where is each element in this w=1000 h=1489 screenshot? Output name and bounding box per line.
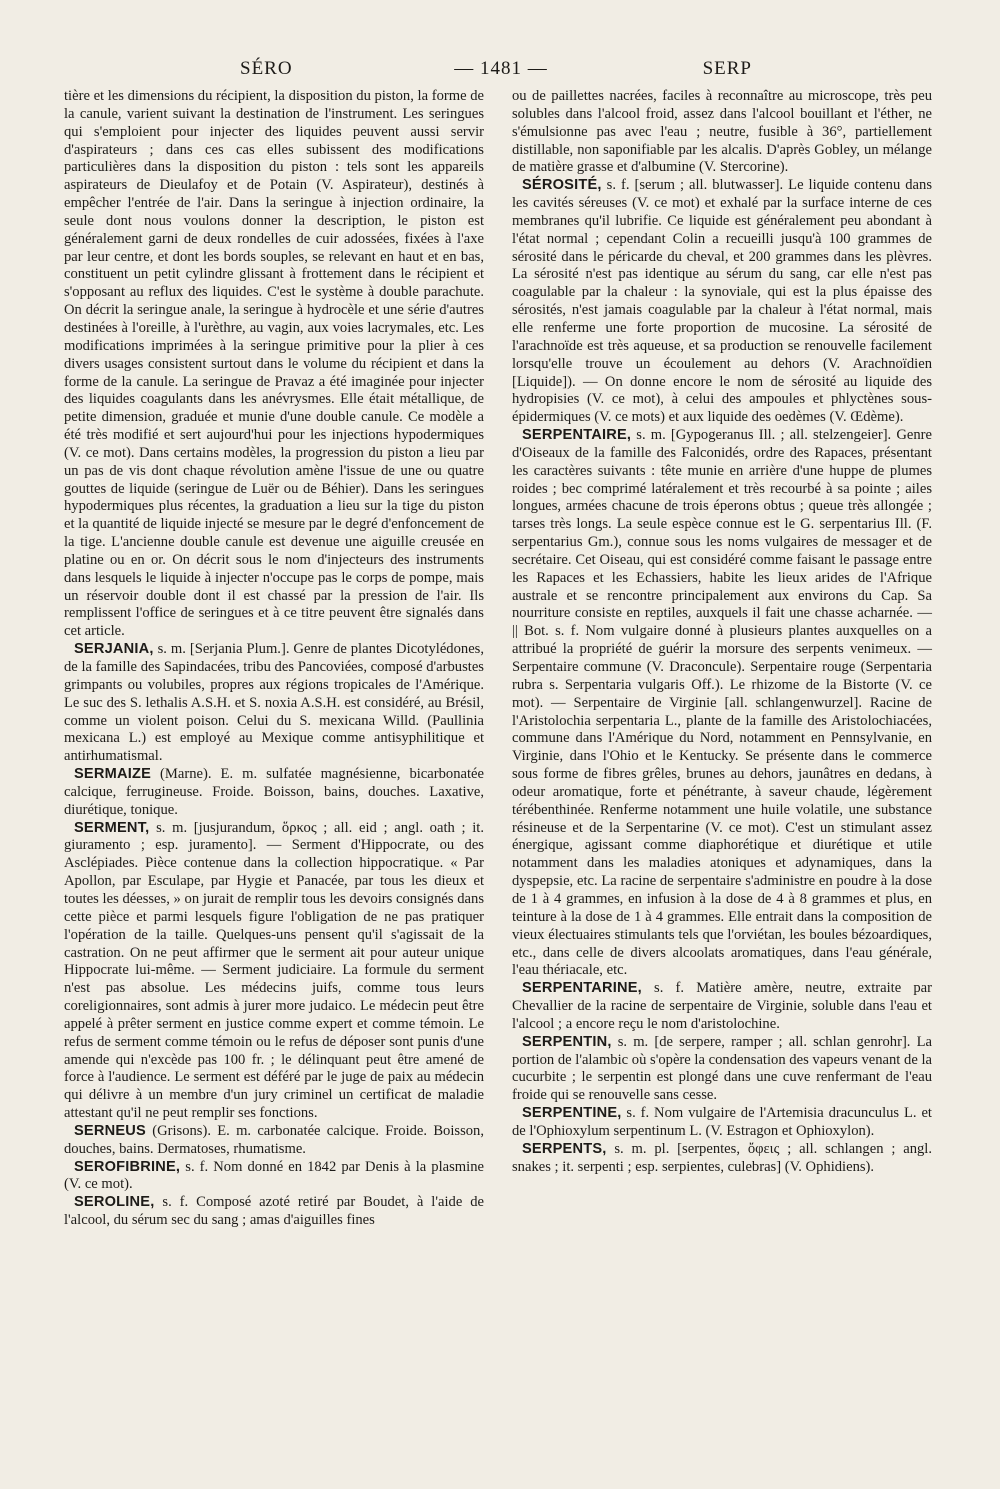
- entry-headword: SERJANIA,: [74, 641, 154, 658]
- entry-headword: SERPENTIN,: [522, 1033, 612, 1050]
- entry-text: s. m. [Gypogeranus Ill. ; all. stelzengeier]. Genre d'Oiseaux de la famille des Falconidés, ordre des Rapaces, présentant les caractères suivants : tête munie en arrière d'une huppe de plumes roides ; bec comprimé latéralement et très recourbé à sa pointe ; ailes longues, armées chacune de trois éperons obtus ; queue très allongée ; tarses très longs. La seule espèce connue est le G. serpentarius Ill. (F. serpentarius Gm.), connue sous les noms vulgaires de messager et de secrétaire. Cet Oiseau, qui est considéré comme faisant le passage entre les Rapaces et les Echassiers, habite les lieux arides de l'Afrique australe et se rencontre principalement aux environs du Cap. Sa nourriture consiste en reptiles, auxquels il fait une chasse acharnée. — || Bot. s. f. Nom vulgaire donné à plusieurs plantes auxquelles on a attribué la propriété de guérir la morsure des serpents venimeux. — Serpentaire commune (V. Draconcule). Serpentaire rouge (Serpentaria rubra s. Serpentaria vulgaris Off.). Le rhizome de la Bistorte (V. ce mot). — Serpentaire de Virginie [all. schlangenwurzel]. Racine de l'Aristolochia serpentaria L., plante de la famille des Aristolochiacées, commune dans l'Amérique du Nord, notamment en Pennsylvanie, en Virginie, dans l'Ohio et le Kentucky. Se présente dans le commerce sous forme de fibres grêles, brunes au dehors, jaunâtres en dedans, à odeur aromatique, forte et pénétrante, à saveur chaude, légèrement térébenthinée. Renferme notamment une huile volatile, une substance résineuse et de la Serpentarine (V. ce mot). C'est un stimulant assez énergique, agissant comme diaphorétique et diurétique et utile notamment dans les maladies atoniques et adynamiques, dans la dyspepsie, etc. La racine de serpentaire s'administre en poudre à la dose de 1 à 4 grammes, en infusion à la dose de 4 à 8 grammes et plus, en teinture à la dose de 1 à 4 grammes. Elle entrait dans la composition de vieux électuaires stimulants tels que l'orviétan, les boules bézoardiques, etc., dans celle de divers alcoolats aromatiques, dans l'eau générale, l'eau thériacale, etc.: [512, 427, 932, 979]
- entry-headword: SERPENTARINE,: [522, 980, 642, 997]
- entry-text: s. f. [serum ; all. blutwasser]. Le liquide contenu dans les cavités séreuses (V. ce mot) et exhalé par la surface interne de ces membranes qu'il lubrifie. Ce liquide est généralement peu abondant à l'état normal ; cependant Colin a recueilli jusqu'à 100 grammes de sérosité dans le péricarde du cheval, et 200 grammes dans les plèvres. La sérosité n'est pas identique au sérum du sang, car elle n'est pas coagulable par la chaleur : la synoviale, qui est la plus épaisse des sérosités, n'est jamais coagulable par la chaleur à l'état normal, mais elle renferme une forte proportion de mucosine. La sérosité de l'arachnoïde est très aqueuse, et sa production se renouvelle facilement lorsqu'elle trouve un écoulement au dehors (V. Arachnoïdien [Liquide]). — On donne encore le nom de sérosité au liquide des hydropisies (V. ce mot), à celui des ampoules et phlyctènes sous-épidermiques (V. ce mots) et aux liquide des oedèmes (V. Œdème).: [512, 177, 932, 426]
- entry-headword: SERPENTAIRE,: [522, 427, 632, 444]
- entry-text: s. m. [de serpere, ramper ; all. schlan genrohr]. La portion de l'alambic où s'opère la condensation des vapeurs venant de la cucurbite ; le serpentin est plongé dans une cuve renfermant de l'eau froide qui se renouvelle sans cesse.: [512, 1033, 932, 1104]
- entry-serjania: [64, 641, 484, 766]
- entry-text: s. f. Nom donné en 1842 par Denis à la plasmine (V. ce mot).: [64, 1158, 484, 1193]
- entry-text: s. m. [Serjania Plum.]. Genre de plantes Dicotylédones, de la famille des Sapindacées, tribu des Pancoviées, composé d'arbustes grimpants ou volubiles, propres aux régions tropicales de l'Amérique. Le suc des S. lethalis A.S.H. et S. noxia A.S.H. est considéré, au Brésil, comme un violent poison. Celui du S. mexicana Willd. (Paullinia mexicana L.) est employé au Mexique comme antisyphilitique et antirhumatismal.: [64, 641, 484, 765]
- entry-serpents: [512, 1141, 932, 1177]
- entry-text: ou de paillettes nacrées, faciles à reconnaître au microscope, très peu solubles dans l'alcool froid, assez dans l'alcool bouillant et l'éther, ne s'émulsionne pas avec l'eau ; neutre, fusible à 36°, partiellement distillable, non saponifiable par les alcalis. D'après Gobley, un mélange de matière grasse et d'albumine (V. Stercorine).: [512, 88, 932, 176]
- entry-serment: [64, 820, 484, 1123]
- entry-text: s. m. [jusjurandum, ὅρκος ; all. eid ; angl. oath ; it. giuramento ; esp. juramento]. — Serment d'Hippocrate, ou des Asclépiades. Pièce contenue dans la collection hippocratique. « Par Apollon, par Esculape, par Hygie et Panacée, par tous les dieux et toutes les déesses, » on jurait de remplir tous les devoirs consignés dans cette pièce et parmi lesquels figure l'obligation de ne pas pratiquer l'opération de la taille. Quelques-uns pensent qu'il s'agissait de la castration. On ne peut affirmer que le serment ait pour auteur unique Hippocrate lui-même. — Serment judiciaire. La formule du serment n'est pas absolue. Les médecins juifs, comme tous leurs coreligionnaires, sont admis à jurer more judaico. Le médecin peut être appelé à prêter serment en justice comme expert et comme témoin. Le refus de serment comme témoin ou le refus de déposer sont punis d'une amende qui n'excède pas 100 fr. ; le délinquant peut être amené de force à l'audience. Le serment est déféré par le juge de paix au médecin qui délivre à un membre d'un jury criminel un certificat de maladie attestant qu'il ne peut remplir ses fonctions.: [64, 819, 484, 1122]
- entry-text: s. m. pl. [serpentes, ὄφεις ; all. schlangen ; angl. snakes ; it. serpenti ; esp. serpientes, culebras] (V. Ophidiens).: [512, 1140, 932, 1175]
- entry-headword: SERMAIZE: [74, 766, 152, 783]
- entry-text: s. f. Matière amère, neutre, extraite par Chevallier de la racine de serpentaire de Virginie, soluble dans l'eau et l'alcool ; a encore reçu le nom d'aristolochine.: [512, 980, 932, 1032]
- entry-text: (Marne). E. m. sulfatée magnésienne, bicarbonatée calcique, ferrugineuse. Froide. Boisson, bains, douches. Laxative, diurétique, tonique.: [64, 766, 484, 818]
- entry-serosite: [512, 177, 932, 427]
- right-column: [512, 88, 932, 1176]
- entry-headword: SEROFIBRINE,: [74, 1158, 181, 1175]
- entry-headword: SERPENTINE,: [522, 1105, 622, 1122]
- entry-serpentaire: [512, 427, 932, 980]
- entry-headword: SERMENT,: [74, 819, 150, 836]
- entry-sermaize: [64, 766, 484, 820]
- entry-serpentarine: [512, 980, 932, 1034]
- entry-serneus: [64, 1123, 484, 1159]
- entry-headword: SEROLINE,: [74, 1194, 155, 1211]
- page-number: — 1481 —: [454, 58, 548, 79]
- entry-headword: SERPENTS,: [522, 1140, 607, 1157]
- entry-text: s. f. Nom vulgaire de l'Artemisia dracunculus L. et de l'Ophioxylum serpentinum L. (V. Estragon et Ophioxylon).: [512, 1105, 932, 1139]
- entry-headword: SÉROSITÉ,: [522, 177, 602, 194]
- entry-seroline: [64, 1194, 484, 1230]
- entry-text: tière et les dimensions du récipient, la disposition du piston, la forme de la canule, varient suivant la destination de l'instrument. Les seringues qui s'emploient pour injecter des liquides peuvent aussi servir d'aspirateurs ; dans ces cas elles subissent des modifications particulières dans la disposition du piston : tels sont les appareils aspirateurs de Dieulafoy et de Potain (V. Aspirateur), destinés à empêcher l'entrée de l'air. Dans la seringue à injection ordinaire, la seule dont nous voulons donner la description, le piston est généralement garni de deux rondelles de cuir adossées, fixées à l'axe par leur centre, et dont les bords souples, se relevant en haut et en bas, constituent un petit cylindre glissant à frottement dans le récipient et s'opposant au reflux des liquides. C'est le système à double parachute. On décrit la seringue anale, la seringue à hydrocèle et une série d'autres destinées à l'oreille, à l'urèthre, au vagin, aux voies lacrymales, etc. Les modifications imprimées à la seringue primitive pour la plier à ces divers usages consistent surtout dans le volume du récipient et dans la forme de la canule. La seringue de Pravaz a été imaginée pour injecter des liquides coagulants dans les anévrysmes. Elle était métallique, de petite dimension, graduée et munie d'une double canule. Ce modèle a été très modifié et sert aujourd'hui pour les injections hypodermiques (V. ce mot). Dans certains modèles, la progression du piston a lieu par un pas de vis dont chaque révolution amène l'issue de une ou quatre gouttes de liquide (seringue de Luër ou de Béhier). Dans les seringues hypodermiques plus récentes, la graduation a lieu sur la tige du piston et la quantité de liquide injecté se mesure par le degré d'enfoncement de la tige. L'ancienne double canule est devenue une aiguille creusée en platine ou en or. On décrit sous le nom d'injecteurs des instruments dans lesquels le liquide à injecter n'occupe pas le corps de pompe, mais un réservoir double dont il est chassé par la pression de l'air. Ils remplissent l'office de seringues et à ce titre peuvent être signalés dans cet article.: [64, 88, 484, 640]
- entry-text: (Grisons). E. m. carbonatée calcique. Froide. Boisson, douches, bains. Dermatoses, rhumatisme.: [64, 1122, 484, 1157]
- entry-headword: SERNEUS: [74, 1122, 146, 1139]
- entry-serpentine: [512, 1105, 932, 1141]
- running-head-left: SÉRO: [240, 58, 293, 79]
- running-head-right: SERP: [702, 58, 752, 79]
- entry-serofibrine: [64, 1159, 484, 1195]
- entry-text: s. f. Composé azoté retiré par Boudet, à l'aide de l'alcool, du sérum sec du sang ; amas d'aiguilles fines: [64, 1194, 484, 1229]
- left-column: [64, 88, 484, 1230]
- entry-serpentin: [512, 1034, 932, 1105]
- entry-continuation: [64, 88, 484, 641]
- running-head: [60, 58, 942, 88]
- entry-continuation: [512, 88, 932, 177]
